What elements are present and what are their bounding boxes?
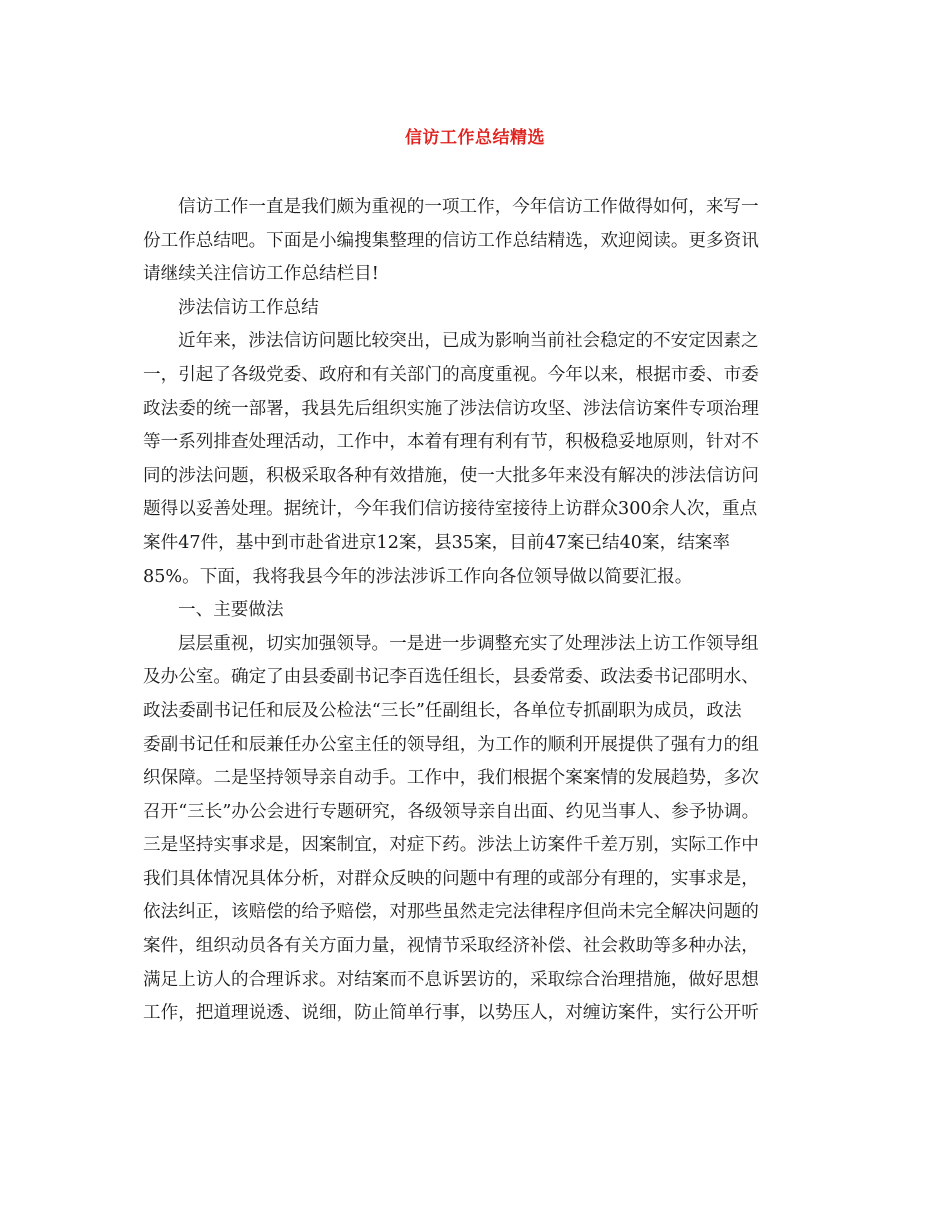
body-line: 请继续关注信访工作总结栏目! xyxy=(143,264,379,285)
body-line: 案件47件，基中到市赴省进京12案，县35案，目前47案已结40案，结案率 xyxy=(143,532,730,553)
section-heading: 涉法信访工作总结 xyxy=(178,297,319,318)
body-line: 召开“三长”办公会进行专题研究，各级领导亲自出面、约见当事人、参予协调。 xyxy=(143,801,760,822)
section-heading: 一、主要做法 xyxy=(178,600,284,621)
body-line: 委副书记任和辰兼任办公室主任的领导组，为工作的顺利开展提供了强有力的组 xyxy=(143,734,759,755)
body-line: 及办公室。确定了由县委副书记李百选任组长，县委常委、政法委书记邵明水、 xyxy=(143,667,759,688)
body-line: 我们具体情况具体分析，对群众反映的问题中有理的或部分有理的，实事求是， xyxy=(143,868,759,889)
body-line: 政法委的统一部署，我县先后组织实施了涉法信访攻坚、涉法信访案件专项治理 xyxy=(143,398,759,419)
document-title: 信访工作总结精选 xyxy=(405,128,545,148)
body-line: 等一系列排查处理活动，工作中，本着有理有利有节，积极稳妥地原则，针对不 xyxy=(143,432,759,453)
body-line: 工作，把道理说透、说细，防止简单行事，以势压人，对缠访案件，实行公开听 xyxy=(143,1003,759,1024)
body-line: 同的涉法问题，积极采取各种有效措施，使一大批多年来没有解决的涉法信访问 xyxy=(143,465,759,486)
body-line: 依法纠正，该赔偿的给予赔偿，对那些虽然走完法律程序但尚未完全解决问题的 xyxy=(143,902,759,923)
body-line: 政法委副书记任和辰及公检法“三长”任副组长，各单位专抓副职为成员，政法 xyxy=(143,700,742,721)
body-line: 近年来，涉法信访问题比较突出，已成为影响当前社会稳定的不安定因素之 xyxy=(178,331,759,352)
body-line: 三是坚持实事求是，因案制宜，对症下药。涉法上访案件千差万别，实际工作中 xyxy=(143,835,759,856)
body-line: 信访工作一直是我们颇为重视的一项工作，今年信访工作做得如何，来写一 xyxy=(178,197,759,217)
body-line: 份工作总结吧。下面是小编搜集整理的信访工作总结精选，欢迎阅读。更多资讯 xyxy=(143,230,759,251)
body-line: 织保障。二是坚持领导亲自动手。工作中，我们根据个案案情的发展趋势，多次 xyxy=(143,768,759,789)
body-line: 题得以妥善处理。据统计，今年我们信访接待室接待上访群众300余人次，重点 xyxy=(143,499,758,520)
body-line: 一，引起了各级党委、政府和有关部门的高度重视。今年以来，根据市委、市委 xyxy=(143,364,759,385)
body-line: 满足上访人的合理诉求。对结案而不息诉罢访的，采取综合治理措施，做好思想 xyxy=(143,969,759,990)
body-line: 案件，组织动员各有关方面力量，视情节采取经济补偿、社会救助等多种办法， xyxy=(143,936,759,957)
document-body xyxy=(143,191,803,1031)
body-line: 85%。下面，我将我县今年的涉法涉诉工作向各位领导做以简要汇报。 xyxy=(143,566,693,587)
body-line: 层层重视，切实加强领导。一是进一步调整充实了处理涉法上访工作领导组 xyxy=(178,633,759,654)
